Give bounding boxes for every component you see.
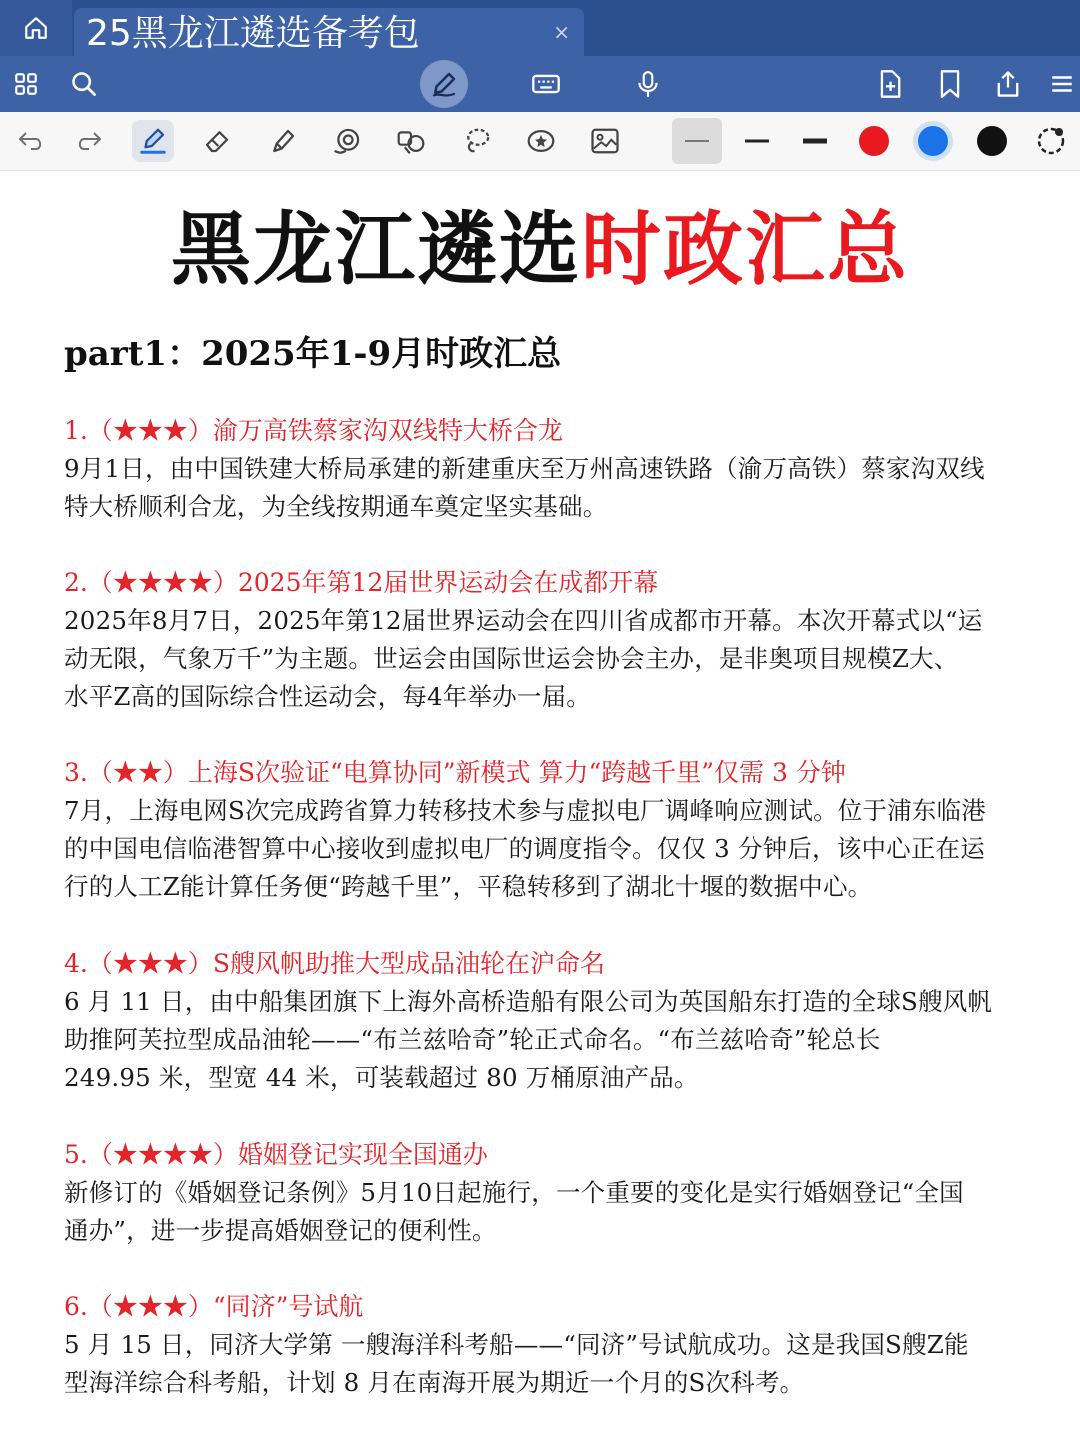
body-line: 7月，上海电网S次完成跨省算力转移技术参与虚拟电厂调峰响应测试。位于浦东临港 bbox=[64, 796, 986, 825]
more-button[interactable] bbox=[1040, 62, 1080, 106]
bookmark-icon bbox=[937, 69, 963, 99]
stroke-thin[interactable] bbox=[672, 118, 722, 164]
news-item bbox=[64, 564, 1024, 716]
stroke-medium-icon bbox=[744, 136, 770, 146]
body-line: 行的人工Z能计算任务便“跨越千里”，平稳转移到了湖北十堰的数据中心。 bbox=[64, 872, 873, 901]
home-button[interactable] bbox=[0, 0, 72, 56]
laser-pointer-icon bbox=[525, 126, 557, 156]
sticker-tool[interactable] bbox=[390, 120, 432, 162]
body-line: 特大桥顺利合龙，为全线按期通车奠定坚实基础。 bbox=[64, 492, 608, 521]
news-item bbox=[64, 1136, 1024, 1250]
title-bar bbox=[0, 0, 1080, 56]
body-line: 9月1日，由中国铁建大桥局承建的新建重庆至万州高速铁路（渝万高铁）蔡家沟双线 bbox=[64, 454, 985, 483]
stroke-medium[interactable] bbox=[732, 118, 782, 164]
color-blue[interactable] bbox=[918, 126, 948, 156]
part-heading: part1：2025年1-9月时政汇总 bbox=[64, 334, 562, 374]
color-red[interactable] bbox=[859, 126, 889, 156]
pen-toolbar bbox=[0, 112, 1080, 171]
main-toolbar bbox=[0, 56, 1080, 112]
share-icon bbox=[994, 69, 1022, 99]
body-line: 新修订的《婚姻登记条例》5月10日起施行，一个重要的变化是实行婚姻登记“全国 bbox=[64, 1178, 964, 1207]
grid-button[interactable] bbox=[4, 62, 48, 106]
stroke-thick[interactable] bbox=[790, 118, 840, 164]
body-line: 助推阿芙拉型成品油轮——“布兰兹哈奇”轮正式命名。“布兰兹哈奇”轮总长 bbox=[64, 1025, 881, 1054]
color-black[interactable] bbox=[977, 126, 1007, 156]
news-item-heading: 1.（★★★）渝万高铁蔡家沟双线特大桥合龙 bbox=[64, 416, 563, 445]
body-line: 6 月 11 日，由中船集团旗下上海外高桥造船有限公司为英国船东打造的全球S艘风帆 bbox=[64, 987, 993, 1016]
more-icon bbox=[1049, 71, 1075, 97]
lasso-tool[interactable] bbox=[456, 120, 498, 162]
news-item bbox=[64, 945, 1024, 1097]
news-item bbox=[64, 754, 1024, 906]
eraser-icon bbox=[202, 126, 232, 156]
search-button[interactable] bbox=[62, 62, 106, 106]
home-icon bbox=[23, 15, 49, 41]
sticker-icon bbox=[395, 126, 427, 156]
body-line: 5 月 15 日，同济大学第 一艘海洋科考船——“同济”号试航成功。这是我国S艘Z能 bbox=[64, 1330, 969, 1359]
tab-title: 25黑龙江遴选备考包 bbox=[86, 13, 420, 54]
pen-tool[interactable] bbox=[132, 120, 174, 162]
page-title bbox=[0, 202, 1080, 298]
color-picker-button[interactable] bbox=[1030, 120, 1072, 162]
stroke-thin-icon bbox=[684, 136, 710, 146]
news-item-body bbox=[64, 792, 1024, 906]
microphone-button[interactable] bbox=[626, 62, 670, 106]
add-page-button[interactable] bbox=[868, 62, 912, 106]
news-item-heading: 6.（★★★）“同济”号试航 bbox=[64, 1292, 364, 1321]
news-item-heading: 3.（★★）上海S次验证“电算协同”新模式 算力“跨越千里”仅需 3 分钟 bbox=[64, 758, 846, 787]
lasso-icon bbox=[462, 126, 492, 156]
eraser-tool[interactable] bbox=[196, 120, 238, 162]
tab-close-icon[interactable]: × bbox=[553, 20, 570, 44]
body-line: 的中国电信临港智算中心接收到虚拟电厂的调度指令。仅仅 3 分钟后，该中心正在运 bbox=[64, 834, 985, 863]
undo-icon bbox=[16, 129, 46, 153]
share-button[interactable] bbox=[986, 62, 1030, 106]
highlighter-icon bbox=[268, 126, 298, 156]
page-title-black: 黑龙江遴选 bbox=[171, 203, 581, 296]
redo-icon bbox=[74, 129, 104, 153]
news-item-heading: 4.（★★★）S艘风帆助推大型成品油轮在沪命名 bbox=[64, 949, 605, 978]
image-icon bbox=[590, 127, 620, 155]
bookmark-button[interactable] bbox=[928, 62, 972, 106]
image-tool[interactable] bbox=[584, 120, 626, 162]
highlighter-tool[interactable] bbox=[262, 120, 304, 162]
news-item-body bbox=[64, 983, 1024, 1097]
grid-icon bbox=[13, 71, 39, 97]
color-picker-icon bbox=[1034, 124, 1068, 158]
add-page-icon bbox=[876, 69, 904, 99]
page-title-red: 时政汇总 bbox=[581, 203, 909, 296]
stroke-thick-icon bbox=[802, 136, 828, 146]
news-item-body bbox=[64, 1326, 1024, 1402]
news-item-body bbox=[64, 1174, 1024, 1250]
shape-tool[interactable] bbox=[326, 120, 368, 162]
undo-button[interactable] bbox=[10, 120, 52, 162]
news-item-heading: 5.（★★★★）婚姻登记实现全国通办 bbox=[64, 1140, 488, 1169]
news-item bbox=[64, 1288, 1024, 1402]
search-icon bbox=[70, 70, 98, 98]
news-item-body bbox=[64, 602, 1024, 716]
pen-mode-button[interactable] bbox=[420, 60, 468, 108]
body-line: 型海洋综合科考船，计划 8 月在南海开展为期近一个月的S次科考。 bbox=[64, 1368, 805, 1397]
microphone-icon bbox=[635, 69, 661, 99]
body-line: 通办”，进一步提高婚姻登记的便利性。 bbox=[64, 1216, 497, 1245]
document-tab[interactable] bbox=[74, 8, 584, 56]
redo-button[interactable] bbox=[68, 120, 110, 162]
body-line: 水平Z高的国际综合性运动会，每4年举办一届。 bbox=[64, 682, 592, 711]
pen-icon bbox=[138, 126, 168, 156]
news-item-heading: 2.（★★★★）2025年第12届世界运动会在成都开幕 bbox=[64, 568, 659, 597]
news-item-body bbox=[64, 450, 1024, 526]
keyboard-button[interactable] bbox=[524, 62, 568, 106]
news-item bbox=[64, 412, 1024, 526]
laser-pointer-tool[interactable] bbox=[520, 120, 562, 162]
body-line: 动无限，气象万千”为主题。世运会由国际世运会协会主办，是非奥项目规模Z大、 bbox=[64, 644, 959, 673]
shape-icon bbox=[331, 126, 363, 156]
pen-mode-icon bbox=[429, 69, 459, 99]
body-line: 249.95 米，型宽 44 米，可装载超过 80 万桶原油产品。 bbox=[64, 1063, 699, 1092]
body-line: 2025年8月7日，2025年第12届世界运动会在四川省成都市开幕。本次开幕式以“运 bbox=[64, 606, 983, 635]
keyboard-icon bbox=[531, 71, 561, 97]
